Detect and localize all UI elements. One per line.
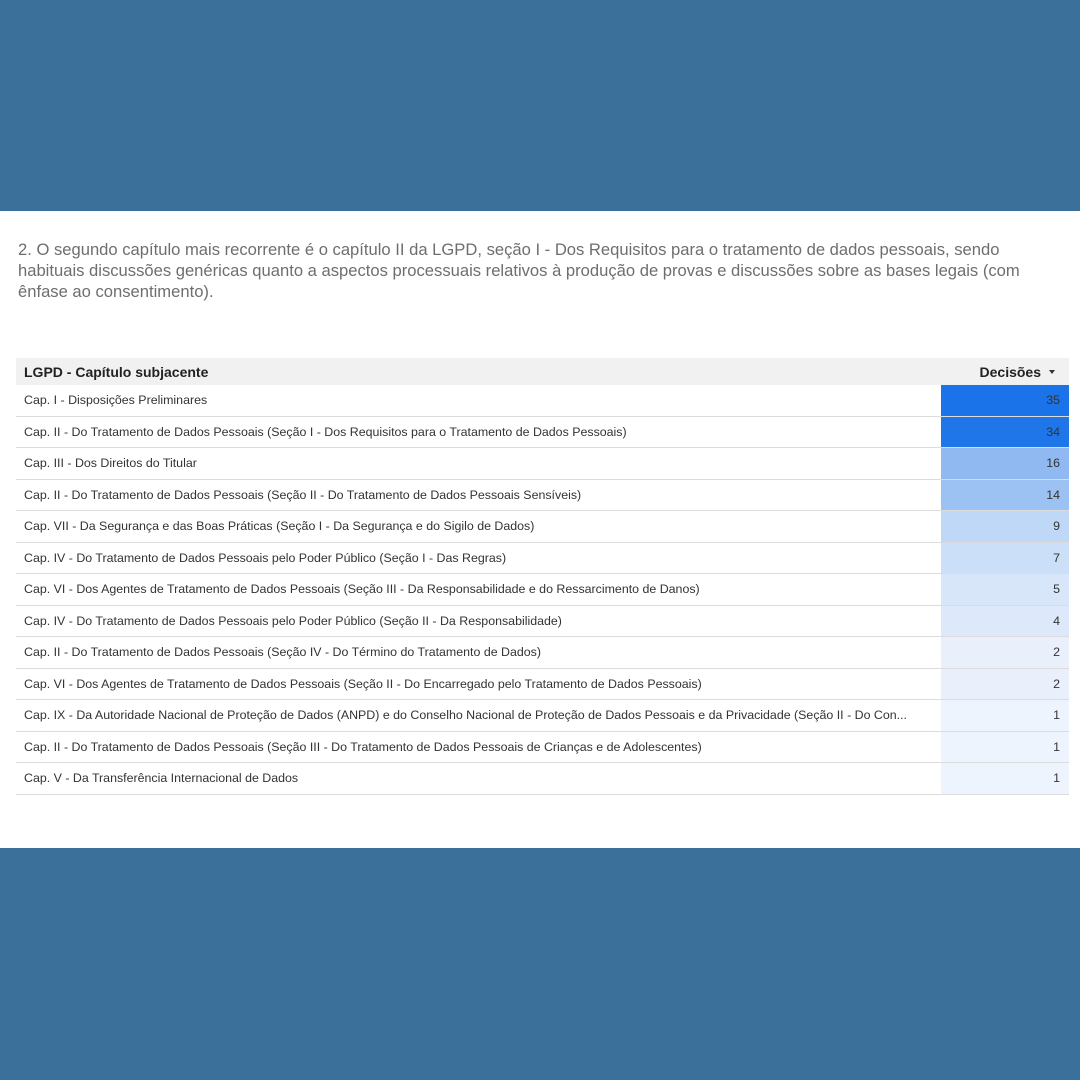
chapter-text: Cap. IV - Do Tratamento de Dados Pessoais pelo Poder Público (Seção I - Das Regras) <box>24 550 507 565</box>
table-row[interactable] <box>16 669 1069 701</box>
chapter-cell <box>24 606 934 637</box>
chapter-cell <box>24 417 934 448</box>
chapter-cell <box>24 637 934 668</box>
table-row[interactable] <box>16 700 1069 732</box>
table-row[interactable] <box>16 480 1069 512</box>
chapter-cell <box>24 448 934 479</box>
chapter-cell <box>24 543 934 574</box>
chapter-cell <box>24 574 934 605</box>
decisions-cell: 35 <box>941 385 1069 416</box>
column-header-decisions[interactable] <box>980 364 1055 380</box>
decisions-table <box>16 358 1069 795</box>
chapter-cell <box>24 511 934 542</box>
table-row[interactable] <box>16 385 1069 417</box>
caret-down-icon[interactable] <box>1049 370 1055 374</box>
decisions-cell: 9 <box>941 511 1069 542</box>
column-header-decisions-label: Decisões <box>979 363 1041 380</box>
chapter-text: Cap. IX - Da Autoridade Nacional de Proteção de Dados (ANPD) e do Conselho Nacional de Proteção de Dados Pessoais e da Privacidade (Seção II - Do Con... <box>24 708 907 723</box>
table-body <box>16 385 1069 795</box>
decisions-cell: 1 <box>941 700 1069 731</box>
table-row[interactable] <box>16 543 1069 575</box>
chapter-text: Cap. VI - Dos Agentes de Tratamento de Dados Pessoais (Seção II - Do Encarregado pelo Tratamento de Dados Pessoais) <box>24 676 702 691</box>
decisions-cell: 4 <box>941 606 1069 637</box>
chapter-cell <box>24 480 934 511</box>
chapter-text: Cap. II - Do Tratamento de Dados Pessoais (Seção II - Do Tratamento de Dados Pessoais Sensíveis) <box>24 487 582 502</box>
chapter-text: Cap. II - Do Tratamento de Dados Pessoais (Seção I - Dos Requisitos para o Tratamento de Dados Pessoais) <box>24 424 627 439</box>
column-header-chapter[interactable]: LGPD - Capítulo subjacente <box>24 363 209 380</box>
table-row[interactable] <box>16 606 1069 638</box>
chapter-text: Cap. IV - Do Tratamento de Dados Pessoais pelo Poder Público (Seção II - Da Responsabilidade) <box>24 613 562 628</box>
intro-text: 2. O segundo capítulo mais recorrente é o capítulo II da LGPD, seção I - Dos Requisitos para o tratamento de dados pessoais, sendo habituais discussões genéricas quanto a aspectos processuais relativos à produção de provas e discussões sobre as bases legais (com ênfase ao consentimento). <box>18 240 1020 301</box>
decisions-cell: 7 <box>941 543 1069 574</box>
table-row[interactable] <box>16 417 1069 449</box>
decisions-cell: 1 <box>941 732 1069 763</box>
chapter-text: Cap. II - Do Tratamento de Dados Pessoais (Seção IV - Do Término do Tratamento de Dados) <box>24 645 541 660</box>
decisions-cell: 2 <box>941 669 1069 700</box>
decisions-cell: 1 <box>941 763 1069 794</box>
chapter-text: Cap. I - Disposições Preliminares <box>24 393 208 408</box>
table-row[interactable] <box>16 511 1069 543</box>
chapter-text: Cap. II - Do Tratamento de Dados Pessoais (Seção III - Do Tratamento de Dados Pessoais de Crianças e de Adolescentes) <box>24 739 702 754</box>
decisions-cell: 14 <box>941 480 1069 511</box>
chapter-text: Cap. III - Dos Direitos do Titular <box>24 456 197 471</box>
table-row[interactable] <box>16 732 1069 764</box>
decisions-cell: 34 <box>941 417 1069 448</box>
table-row[interactable] <box>16 763 1069 795</box>
decisions-cell: 16 <box>941 448 1069 479</box>
chapter-cell <box>24 700 934 731</box>
table-header <box>16 358 1069 385</box>
chapter-text: Cap. V - Da Transferência Internacional de Dados <box>24 771 299 786</box>
chapter-text: Cap. VI - Dos Agentes de Tratamento de Dados Pessoais (Seção III - Da Responsabilidade e do Ressarcimento de Danos) <box>24 582 700 597</box>
decisions-cell: 5 <box>941 574 1069 605</box>
chapter-cell <box>24 385 934 416</box>
chapter-cell <box>24 763 934 794</box>
table-row[interactable] <box>16 448 1069 480</box>
chapter-cell <box>24 669 934 700</box>
chapter-text: Cap. VII - Da Segurança e das Boas Práticas (Seção I - Da Segurança e do Sigilo de Dados) <box>24 519 535 534</box>
content-panel <box>0 211 1080 848</box>
table-row[interactable] <box>16 574 1069 606</box>
table-row[interactable] <box>16 637 1069 669</box>
decisions-cell: 2 <box>941 637 1069 668</box>
chapter-cell <box>24 732 934 763</box>
